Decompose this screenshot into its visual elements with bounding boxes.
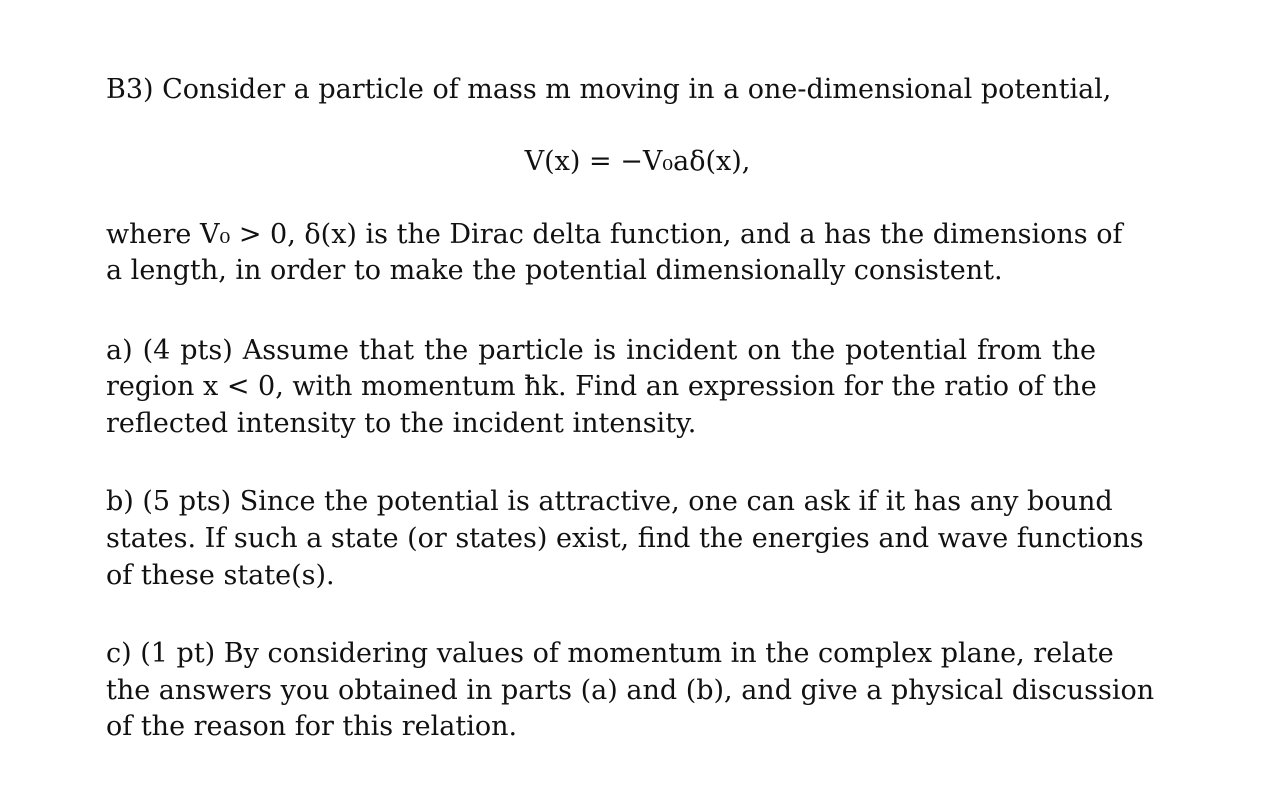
part-c-line-3: of the reason for this relation.	[106, 711, 518, 742]
part-b-line-2: states. If such a state (or states) exist, find the energies and wave functions	[106, 523, 1144, 554]
part-c-line-1: c) (1 pt) By considering values of momentum in the complex plane, relate	[106, 638, 1114, 669]
part-a-line-3: reflected intensity to the incident intensity.	[106, 408, 697, 439]
part-c-line-2: the answers you obtained in parts (a) and (b), and give a physical discussion	[106, 675, 1155, 706]
problem-intro: B3) Consider a particle of mass m moving in a one-dimensional potential,	[106, 74, 1112, 105]
problem-where-line-1: where V₀ > 0, δ(x) is the Dirac delta function, and a has the dimensions of	[106, 219, 1123, 250]
part-b-line-3: of these state(s).	[106, 560, 335, 591]
part-a-line-2: region x < 0, with momentum ħk. Find an expression for the ratio of the	[106, 371, 1097, 402]
problem-where-line-2: a length, in order to make the potential dimensionally consistent.	[106, 255, 1003, 286]
part-b-line-1: b) (5 pts) Since the potential is attractive, one can ask if it has any bound	[106, 486, 1113, 517]
part-a-line-1: a) (4 pts) Assume that the particle is incident on the potential from the	[106, 335, 1096, 366]
potential-equation: V(x) = −V₀aδ(x),	[524, 146, 751, 177]
